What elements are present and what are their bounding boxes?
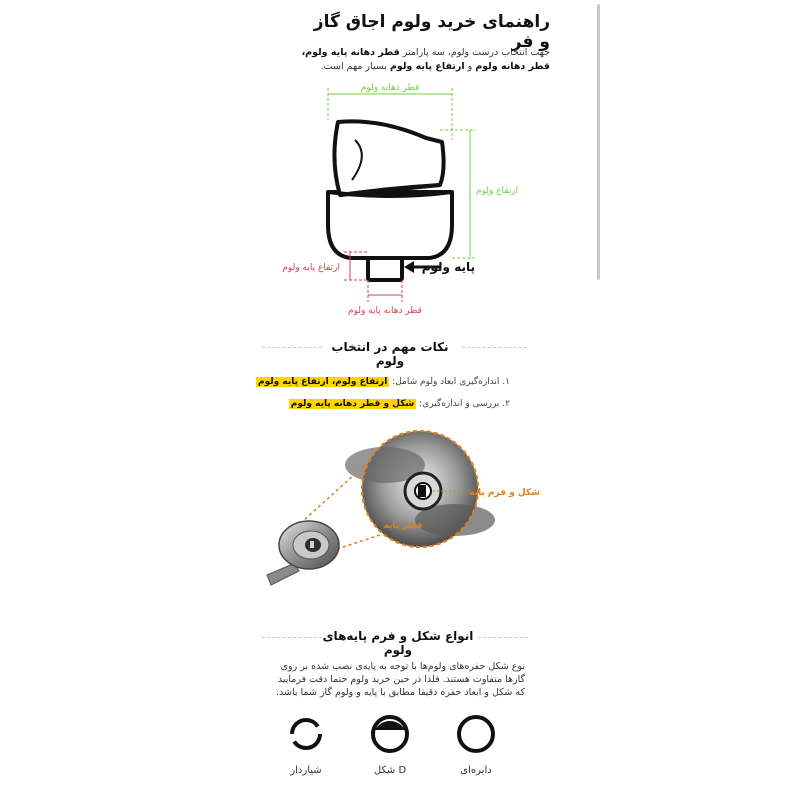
label-stem-diameter: قطر دهانه پایه ولوم bbox=[348, 306, 422, 316]
note-1-highlight: ارتفاع ولوم، ارتفاع پایه ولوم bbox=[258, 377, 388, 387]
label-height: ارتفاع ولوم bbox=[476, 186, 519, 196]
intro-text-1: جهت انتخاب درست ولوم، سه پارامتر bbox=[402, 47, 550, 58]
label-stem-height: ارتفاع پایه ولوم bbox=[282, 263, 340, 273]
intro-and: و bbox=[467, 61, 473, 72]
circle-icon bbox=[454, 712, 498, 756]
note-2-text: ۲. بررسی و اندازه‌گیری: bbox=[419, 399, 510, 409]
types-divider-right bbox=[478, 637, 528, 638]
shape-label-slotted: شیاردار bbox=[290, 765, 322, 776]
note-item-1 bbox=[250, 377, 510, 387]
knob-dimension-diagram bbox=[240, 80, 540, 320]
notes-title: نکات مهم در انتخاب ولوم bbox=[331, 340, 449, 368]
d-shape-icon bbox=[368, 712, 412, 756]
intro-bold-3: ارتفاع پایه ولوم bbox=[389, 61, 465, 72]
note-1-text: ۱. اندازه‌گیری ابعاد ولوم شامل: bbox=[392, 377, 510, 387]
intro-bold-1: قطر دهانه پایه ولوم، bbox=[301, 47, 400, 58]
knob-base-object bbox=[267, 521, 339, 585]
note-2-highlight: شکل و قطر دهانه پایه ولوم bbox=[290, 399, 415, 409]
label-base-diameter: قطر پایه bbox=[383, 521, 423, 531]
note-item-2 bbox=[250, 399, 510, 409]
intro-text-2: بسیار مهم است. bbox=[320, 61, 387, 72]
types-description: نوع شکل حفره‌های ولوم‌ها با توجه به پایه‌ی نصب شده بر روی گازها متفاوت هستند. فلذا در حین خرید ولوم حتما دقت فرمایید که شکل و ابعاد حفره دقیقا مطابق با پایه و ولوم گاز شما باشد. bbox=[276, 661, 525, 698]
shape-label-d: D شکل bbox=[373, 765, 407, 776]
page-title: راهنمای خرید ولوم اجاق گاز و فر bbox=[313, 12, 550, 52]
intro-paragraph bbox=[300, 46, 550, 74]
types-divider-left bbox=[262, 637, 322, 638]
label-stem: پایه ولوم bbox=[421, 260, 475, 274]
knob-base-photo bbox=[255, 425, 555, 605]
knob-drawing bbox=[328, 121, 452, 280]
slotted-icon bbox=[286, 714, 326, 754]
label-base-shape: شکل و فرم پایه bbox=[469, 488, 540, 498]
types-title: انواع شکل و فرم پایه‌های ولوم bbox=[322, 629, 474, 657]
shape-label-circle: دایره‌ای bbox=[460, 765, 492, 776]
label-top-diameter: قطر دهانه ولوم bbox=[360, 83, 420, 93]
divider-right bbox=[462, 347, 527, 348]
intro-bold-2: قطر دهانه ولوم bbox=[475, 61, 550, 72]
scrollbar[interactable] bbox=[597, 4, 600, 280]
divider-left bbox=[262, 347, 322, 348]
